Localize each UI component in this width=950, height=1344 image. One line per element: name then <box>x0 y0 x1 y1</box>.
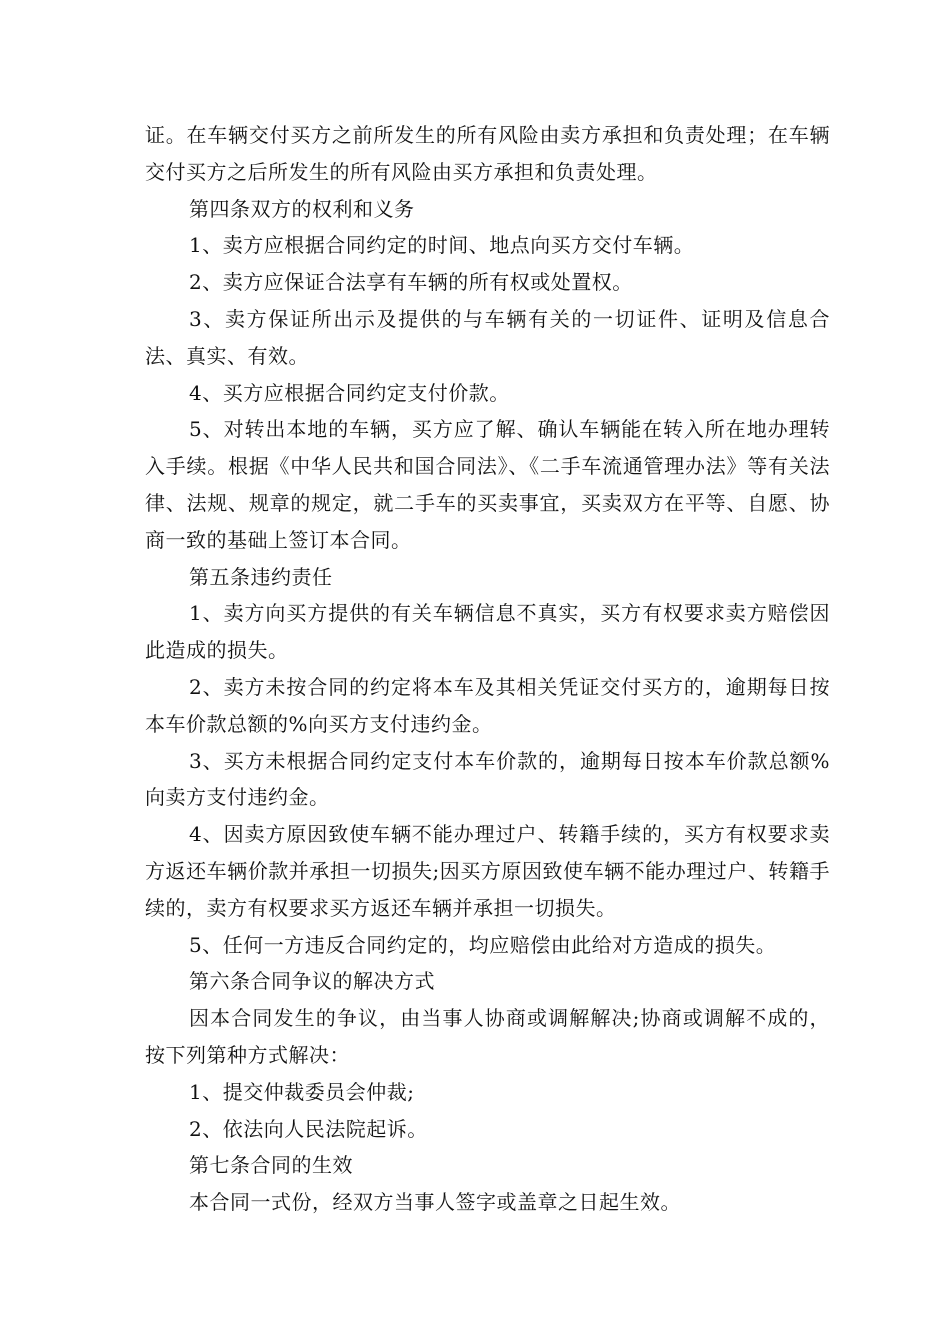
paragraph: 本合同一式份，经双方当事人签字或盖章之日起生效。 <box>189 1190 681 1215</box>
paragraph: 因本合同发生的争议，由当事人协商或调解解决;协商或调解不成的，按下列第种方式解决： <box>145 1006 830 1067</box>
paragraph: 证。在车辆交付买方之前所发生的所有风险由卖方承担和负责处理；在车辆交付买方之后所发生的所有风险由买方承担和负责处理。 <box>145 123 830 184</box>
paragraph: 3、买方未根据合同约定支付本车价款的，逾期每日按本车价款总额%向卖方支付违约金。 <box>145 748 830 810</box>
section-heading-7: 第七条合同的生效 <box>189 1153 353 1178</box>
paragraph: 5、任何一方违反合同约定的，均应赔偿由此给对方造成的损失。 <box>189 932 777 957</box>
paragraph: 1、提交仲裁委员会仲裁; <box>189 1079 415 1104</box>
paragraph: 4、买方应根据合同约定支付价款。 <box>189 380 510 405</box>
paragraph: 4、因卖方原因致使车辆不能办理过户、转籍手续的，买方有权要求卖方返还车辆价款并承担一切损失;因买方原因致使车辆不能办理过户、转籍手续的，卖方有权要求买方返还车辆并承担一切损失。 <box>145 822 830 920</box>
paragraph: 3、卖方保证所出示及提供的与车辆有关的一切证件、证明及信息合法、真实、有效。 <box>145 306 830 368</box>
section-heading-6: 第六条合同争议的解决方式 <box>189 969 435 994</box>
paragraph: 5、对转出本地的车辆，买方应了解、确认车辆能在转入所在地办理转入手续。根据《中华人民共和国合同法》、《二手车流通管理办法》等有关法律、法规、规章的规定，就二手车的买卖事宜，买卖双方在平等、自愿、协商一致的基础上签订本合同。 <box>145 417 830 552</box>
section-heading-4: 第四条双方的权利和义务 <box>189 196 415 221</box>
paragraph: 2、卖方未按合同的约定将本车及其相关凭证交付买方的，逾期每日按本车价款总额的%向买方支付违约金。 <box>145 674 830 736</box>
paragraph: 2、卖方应保证合法享有车辆的所有权或处置权。 <box>189 270 633 295</box>
section-heading-5: 第五条违约责任 <box>189 564 333 589</box>
paragraph: 1、卖方应根据合同约定的时间、地点向买方交付车辆。 <box>189 233 695 258</box>
paragraph: 1、卖方向买方提供的有关车辆信息不真实，买方有权要求卖方赔偿因此造成的损失。 <box>145 601 830 663</box>
paragraph: 2、依法向人民法院起诉。 <box>189 1116 428 1141</box>
